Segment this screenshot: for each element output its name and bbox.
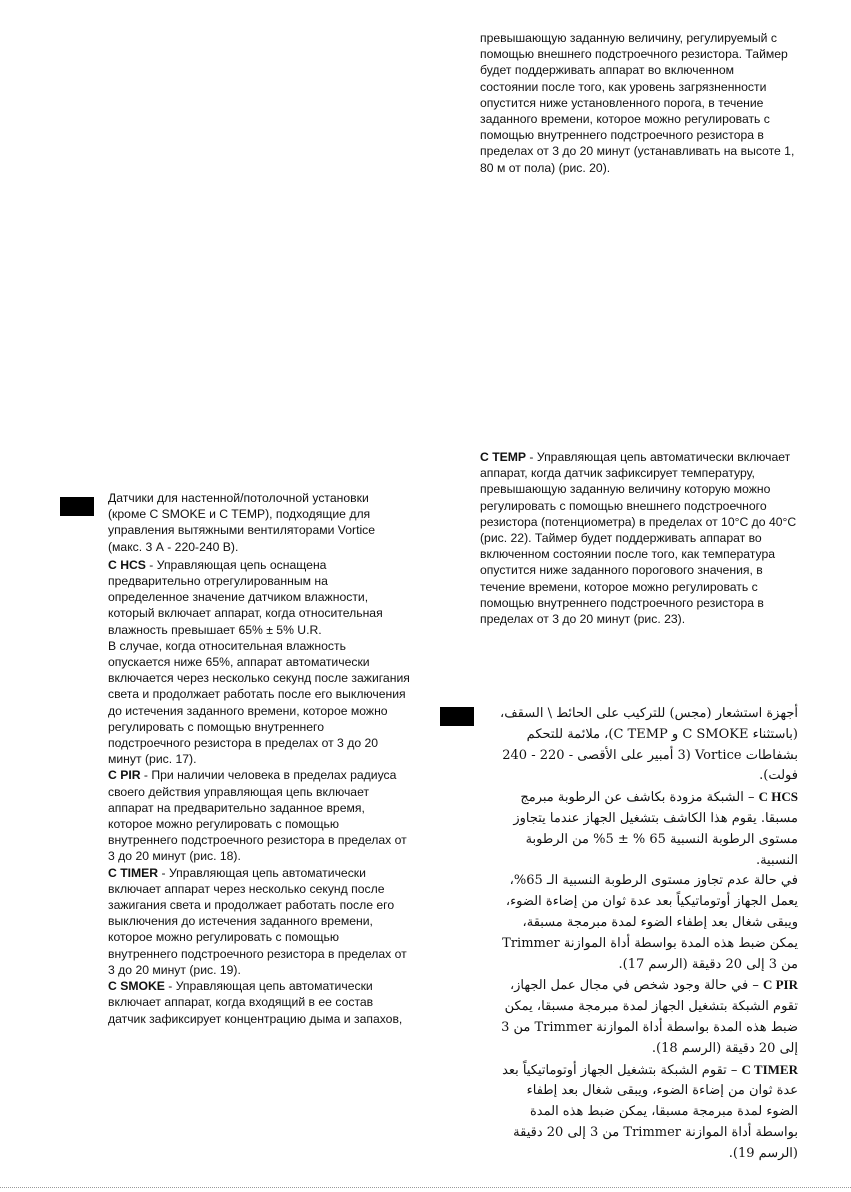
hcs-paragraph-2: В случае, когда относительная влажность опускается ниже 65%, аппарат автоматически включается через несколько секунд после зажигания света и продолжает работать после его выключения до истечения заданного времени, которое можно регулировать с помощью внутреннего подстроечного резистора в пределах от 3 до 20 минут (рис. 17). (108, 638, 410, 767)
continued-paragraph (480, 30, 795, 176)
arabic-timer-paragraph (494, 1060, 798, 1165)
smoke-paragraph (108, 978, 410, 1027)
timer-text: - Управляющая цепь автоматически включает аппарат через несколько секунд после зажигания света и продолжает работать после его выключения до истечения заданного времени, которое можно регулировать с помощью внутреннего подстроечного резистора в пределах от 3 до 20 минут (рис. 19). (108, 865, 407, 977)
smoke-term: C SMOKE (108, 979, 165, 994)
intro-paragraph: Датчики для настенной/потолочной установки (кроме C SMOKE и C TEMP), подходящие для управления вытяжными вентиляторами Vortice (макс. 3 А - 220-240 В). (108, 491, 376, 554)
hcs-paragraph (108, 557, 410, 638)
arabic-pir-term: C PIR (762, 977, 798, 993)
temp-text: - Управляющая цепь автоматически включает аппарат, когда датчик зафиксирует температуру, превышающую заданную величину которую можно регулировать с помощью внешнего подстроечного резистора (потенциометра) в пределах от 10°C до 40°C (рис. 22). Таймер будет поддерживать аппарат во включенном состоянии после того, как температура опустится ниже заданного порогового значения, в течение времени, которое можно регулировать с помощью внутреннего подстроечного резистора в пределах от 3 до 20 минут (рис. 23). (480, 450, 797, 627)
pir-term: C PIR (108, 768, 141, 783)
temp-term: C TEMP (480, 450, 527, 464)
arabic-pir-paragraph (494, 975, 798, 1059)
timer-paragraph (108, 865, 410, 978)
smoke-text: - Управляющая цепь автоматически включает аппарат, когда входящий в ее состав датчик зафиксирует концентрацию дыма и запахов, (108, 979, 403, 1026)
arabic-timer-term: C TIMER (741, 1061, 798, 1077)
arabic-timer-text: – تقوم الشبكة بتشغيل الجهاز أوتوماتيكياً بعد عدة ثوان من إضاءة الضوء، ويبقى شغال بعد إطفاء الضوء لمدة مبرمجة مسبقا، يمكن ضبط هذه المدة بواسطة أداة الموازنة Trimmer من 3 إلى 20 دقيقة (الرسم 19). (502, 1062, 798, 1161)
timer-term: C TIMER (108, 865, 159, 880)
arabic-column (494, 704, 798, 1165)
pir-text: - При наличии человека в пределах радиуса своего действия управляющая цепь включает аппарат на предварительно заданное время, которое можно регулировать с помощью внутреннего подстроечного резистора в пределах от 3 до 20 минут (рис. 18). (108, 768, 407, 864)
temp-paragraph (480, 449, 798, 627)
hcs-text: - Управляющая цепь оснащена предварительно отрегулированным на определенное значение датчиком влажности, который включает аппарат, когда относительная влажность превышает 65% ± 5% U.R. (108, 557, 383, 637)
language-marker (60, 497, 94, 516)
scan-line (0, 1187, 851, 1189)
paragraph-text: превышающую заданную величину, регулируемый с помощью внешнего подстроечного резистора. Таймер будет поддерживать аппарат во включенном состоянии после того, как уровень загрязненности опустится ниже установленного порога, в течение заданного времени, которое можно регулировать с помощью внутреннего подстроечного резистора в пределах от 3 до 20 минут (устанавливать на высоте 1, 80 м от пола) (рис. 20). (480, 31, 795, 175)
arabic-pir-text: – في حالة وجود شخص في مجال عمل الجهاز، تقوم الشبكة بتشغيل الجهاز لمدة مبرمجة مسبقا، يمكن ضبط هذه المدة بواسطة أداة الموازنة Trimmer من 3 إلى 20 دقيقة (الرسم 18). (501, 978, 798, 1056)
left-column (108, 490, 410, 1027)
hcs-term: C HCS (108, 557, 146, 572)
arabic-intro: أجهزة استشعار (مجس) للتركيب على الحائط \ السقف، (باستثناء C SMOKE و C TEMP)، ملائمة للتحكم بشفاطات Vortice (3 أمبير على الأقصى - 220 - 240 فولت). (500, 706, 798, 784)
arabic-hcs-text: – الشبكة مزودة بكاشف عن الرطوبة مبرمج مسبقا. يقوم هذا الكاشف بتشغيل الجهاز عندما يتجاوز مستوى الرطوبة النسبية 65 % ± 5% من الرطوبة النسبية. (513, 790, 798, 868)
arabic-hcs-paragraph (494, 787, 798, 871)
right-column (480, 449, 798, 627)
arabic-hcs-paragraph-2: في حالة عدم تجاوز مستوى الرطوبة النسبية الـ 65%، يعمل الجهاز أوتوماتيكياً بعد عدة ثوان من إضاءة الضوء، ويبقى شغال بعد إطفاء الضوء لمدة مبرمجة مسبقة، يمكن ضبط هذه المدة بواسطة أداة الموازنة Trimmer من 3 إلى 20 دقيقة (الرسم 17). (502, 873, 798, 972)
language-marker-arabic (440, 707, 474, 726)
pir-paragraph (108, 767, 410, 864)
arabic-hcs-term: C HCS (758, 789, 798, 805)
